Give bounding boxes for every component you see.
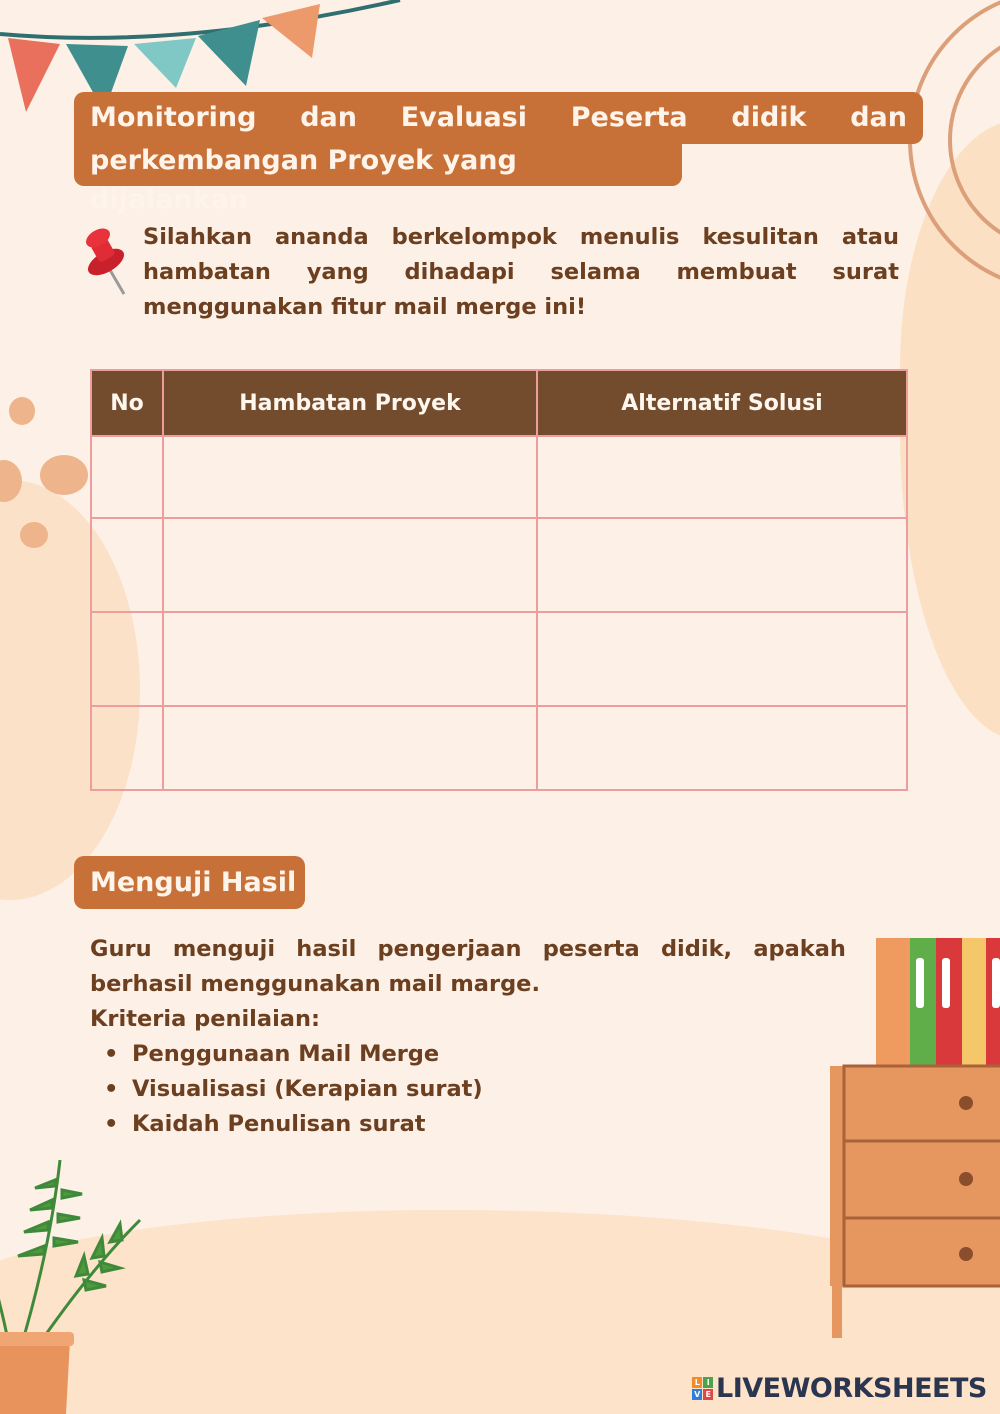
instruction-word: berkelompok	[391, 224, 557, 250]
pushpin-icon	[80, 226, 136, 298]
cell-no[interactable]	[91, 436, 163, 518]
table-row	[91, 706, 907, 790]
cell-hambatan[interactable]	[163, 706, 537, 790]
description-word: Guru	[90, 936, 152, 962]
cell-no[interactable]	[91, 706, 163, 790]
cell-solusi[interactable]	[537, 436, 907, 518]
instruction-word: ananda	[274, 224, 369, 250]
description-line: berhasil menggunakan mail marge.	[90, 971, 540, 997]
description-line	[90, 932, 846, 967]
logo-mark-icon	[692, 1377, 713, 1400]
title-word: Peserta	[570, 102, 688, 133]
cell-no[interactable]	[91, 518, 163, 612]
table-row	[91, 518, 907, 612]
instruction-word: atau	[841, 224, 899, 250]
flag-light-teal	[134, 38, 196, 88]
header-hambatan: Hambatan Proyek	[163, 370, 537, 436]
logo-mark-letter: I	[703, 1377, 713, 1388]
instruction-line	[143, 220, 899, 255]
cell-hambatan[interactable]	[163, 436, 537, 518]
logo-mark-letter: E	[703, 1389, 713, 1400]
title-word: dan	[850, 102, 907, 133]
logo-mark-letter: V	[692, 1389, 702, 1400]
instruction-word: selama	[550, 259, 641, 285]
criteria-item	[104, 1072, 846, 1107]
instruction-word: membuat	[676, 259, 797, 285]
title-word: didik	[731, 102, 807, 133]
instruction-line	[143, 255, 899, 290]
flag-teal	[198, 20, 260, 86]
criteria-item	[104, 1037, 846, 1072]
title-word: Monitoring	[90, 102, 257, 133]
binder	[876, 938, 912, 1068]
instruction-word: hambatan	[143, 259, 271, 285]
criteria-item	[104, 1107, 846, 1142]
page-title-line1	[74, 92, 923, 144]
cabinet-leg	[832, 1286, 842, 1338]
criteria-list	[90, 1037, 846, 1142]
drawer-knob	[959, 1247, 973, 1261]
table-row	[91, 436, 907, 518]
cell-solusi[interactable]	[537, 612, 907, 706]
cell-no[interactable]	[91, 612, 163, 706]
criteria-item-label: Penggunaan Mail Merge	[132, 1041, 440, 1067]
description-word: pengerjaan	[377, 936, 522, 962]
drawer-knob	[959, 1172, 973, 1186]
decorative-dot	[9, 397, 35, 425]
decorative-dot	[40, 455, 88, 495]
header-no: No	[91, 370, 163, 436]
instruction-word: surat	[832, 259, 899, 285]
obstacles-table	[90, 369, 908, 791]
description-word: menguji	[172, 936, 276, 962]
plant-illustration	[0, 1150, 150, 1414]
plant-pot	[0, 1340, 70, 1414]
criteria-item-label: Kaidah Penulisan surat	[132, 1111, 426, 1137]
description-word: hasil	[296, 936, 357, 962]
flag-orange	[262, 4, 320, 58]
binder	[962, 938, 986, 1068]
table-header-row	[91, 370, 907, 436]
instruction-text	[143, 220, 899, 325]
instruction-word: menulis	[579, 224, 680, 250]
description-word: peserta	[542, 936, 640, 962]
instruction-word: Silahkan	[143, 224, 252, 250]
flag-red	[8, 38, 60, 112]
logo-text: LIVEWORKSHEETS	[716, 1373, 987, 1404]
logo-mark-letter: L	[692, 1377, 702, 1388]
cell-hambatan[interactable]	[163, 518, 537, 612]
instruction-word: kesulitan	[702, 224, 819, 250]
cell-solusi[interactable]	[537, 706, 907, 790]
section-title: Menguji Hasil	[74, 856, 305, 909]
page-title-line2: perkembangan Proyek yang dijalankan	[74, 139, 682, 186]
criteria-item-label: Visualisasi (Kerapian surat)	[132, 1076, 483, 1102]
instruction-word: yang	[306, 259, 369, 285]
table-row	[91, 612, 907, 706]
decorative-dot	[20, 522, 48, 548]
description-word: didik,	[660, 936, 733, 962]
cabinet-illustration	[826, 936, 1000, 1340]
header-solusi: Alternatif Solusi	[537, 370, 907, 436]
liveworksheets-logo[interactable]	[692, 1373, 987, 1404]
title-word: Evaluasi	[400, 102, 527, 133]
test-description	[90, 932, 846, 1142]
cell-hambatan[interactable]	[163, 612, 537, 706]
cell-solusi[interactable]	[537, 518, 907, 612]
description-word: apakah	[753, 936, 846, 962]
drawer-knob	[959, 1096, 973, 1110]
instruction-line: menggunakan fitur mail merge ini!	[143, 294, 587, 320]
criteria-label: Kriteria penilaian:	[90, 1006, 320, 1032]
title-word: dan	[300, 102, 357, 133]
instruction-word: dihadapi	[404, 259, 515, 285]
